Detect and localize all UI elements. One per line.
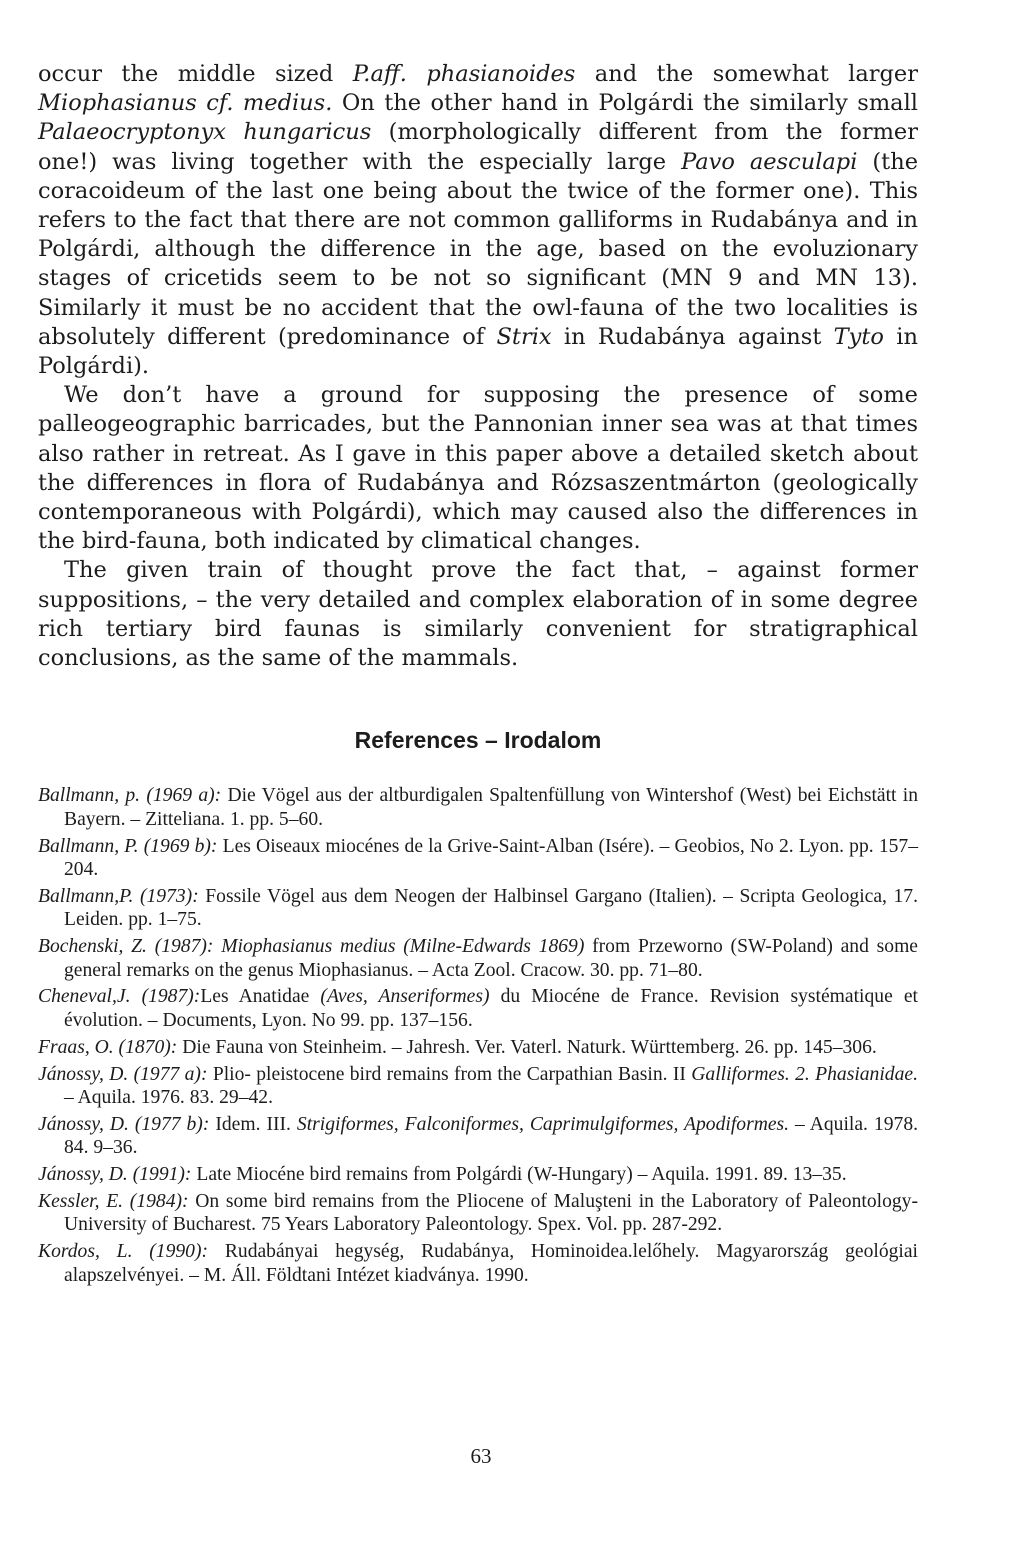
italic-text: Miophasianus cf. medius. bbox=[38, 90, 333, 117]
italic-text: Bochenski, Z. (1987): Miophasianus medius (Milne-Edwards 1869) bbox=[38, 936, 585, 958]
references-list bbox=[38, 784, 918, 1287]
italic-text: Fraas, O. (1870): bbox=[38, 1036, 178, 1058]
reference-entry bbox=[38, 784, 918, 831]
text-run: – Aquila. 1978. 84. 9–36. bbox=[64, 1113, 919, 1159]
page-content bbox=[38, 60, 918, 1291]
italic-text: Ballmann, P. (1969 b): bbox=[38, 835, 218, 857]
text-run: Rudabányai hegység, Rudabánya, Hominoidea.lelőhely. Magyarország geológiai alapszelvényei. – M. Áll. Földtani Intézet kiadványa. 1990. bbox=[64, 1241, 918, 1286]
text-run: in Polgárdi). bbox=[38, 323, 918, 380]
text-run: (the coracoideum of the last one being about the twice of the former one). This refers to the fact that there are not common galliforms in Rudabánya and in Polgárdi, although the difference in the age, based on the evoluzionary stages of cricetids seem to be not so significant (MN 9 and MN 13). Similarly it must be no accident that the owl-fauna of the two localities is absolutely different (predominance of bbox=[38, 148, 919, 350]
italic-text: Ballmann,P. (1973): bbox=[38, 885, 199, 907]
reference-entry bbox=[38, 1190, 918, 1237]
text-run: Les Oiseaux miocénes de la Grive-Saint-Alban (Isére). – Geobios, No 2. Lyon. pp. 157–204. bbox=[64, 835, 919, 881]
reference-entry bbox=[38, 1036, 918, 1060]
italic-text: Jánossy, D. (1977 b): bbox=[38, 1113, 210, 1135]
reference-entry bbox=[38, 835, 918, 882]
text-run: occur the middle sized bbox=[38, 61, 353, 87]
italic-text: Galliformes. 2. Phasianidae. bbox=[691, 1063, 918, 1085]
text-run: Die Vögel aus der altburdigalen Spaltenfüllung von Wintershof (West) bei Eichstätt in Bayern. – Zitteliana. 1. pp. 5–60. bbox=[64, 785, 919, 830]
text-run: Plio- pleistocene bird remains from the Carpathian Basin. II bbox=[207, 1063, 692, 1085]
text-run: On the other hand in Polgárdi the similarly small bbox=[332, 90, 918, 117]
italic-text: Kessler, E. (1984): bbox=[38, 1190, 189, 1212]
reference-entry bbox=[38, 1240, 918, 1287]
body-paragraph bbox=[38, 60, 918, 381]
reference-entry bbox=[38, 1063, 918, 1110]
body-paragraph: The given train of thought prove the fact that, – against former suppositions, – the very detailed and complex elaboration of in some degree rich tertiary bird faunas is similarly convenient for stratigraphical conclusions, as the same of the mammals. bbox=[38, 557, 918, 672]
italic-text: Kordos, L. (1990): bbox=[38, 1241, 209, 1263]
text-run: (morphologically different from the former one!) was living together with the especially large bbox=[38, 119, 918, 175]
text-run: Die Fauna von Steinheim. – Jahresh. Ver. Vaterl. Naturk. Württemberg. 26. pp. 145–306. bbox=[177, 1036, 877, 1058]
text-run: from Przeworno (SW-Poland) and some general remarks on the genus Miophasianus. – Acta Zool. Cracow. 30. pp. 71–80. bbox=[64, 936, 919, 981]
references-heading: References – Irodalom bbox=[354, 727, 602, 754]
body-paragraph: We don’t have a ground for supposing the presence of some palleogeographic barricades, but the Pannonian inner sea was at that times also rather in retreat. As I gave in this paper above a detailed sketch about the differences in flora of Rudabánya and Rózsaszentmárton (geologically contemporaneous with Polgárdi), which may caused also the differences in the bird-fauna, both indicated by climatical changes. bbox=[38, 382, 918, 555]
reference-entry bbox=[38, 985, 918, 1032]
text-run: Fossile Vögel aus dem Neogen der Halbinsel Gargano (Italien). – Scripta Geologica, 17. Leiden. pp. 1–75. bbox=[64, 885, 918, 931]
reference-entry bbox=[38, 935, 918, 982]
italic-text: Jánossy, D. (1977 a): bbox=[38, 1063, 208, 1085]
italic-text: P.aff. phasianoides bbox=[352, 61, 576, 87]
italic-text: Strix bbox=[496, 323, 552, 350]
reference-entry bbox=[38, 885, 918, 932]
italic-text: Tyto bbox=[833, 323, 884, 350]
text-run: du Miocéne de France. Revision systématique et évolution. – Documents, Lyon. No 99. pp. 137–156. bbox=[64, 986, 918, 1031]
italic-text: Ballmann, p. (1969 a): bbox=[38, 785, 222, 807]
italic-text: (Aves, Anseriformes) bbox=[320, 986, 490, 1008]
text-run: On some bird remains from the Pliocene of Maluşteni in the Laboratory of Paleontology-University of Bucharest. 75 Years Laboratory Paleontology. Spex. Vol. pp. 287-292. bbox=[64, 1190, 919, 1236]
text-run: in Rudabánya against bbox=[551, 323, 834, 350]
italic-text: Palaeocryptonyx hungaricus bbox=[38, 119, 372, 146]
reference-entry bbox=[38, 1163, 918, 1187]
reference-entry bbox=[38, 1113, 918, 1160]
text-run: – Aquila. 1976. 83. 29–42. bbox=[64, 1087, 273, 1109]
text-run: Idem. III. bbox=[209, 1113, 297, 1135]
italic-text: Cheneval,J. (1987): bbox=[38, 986, 201, 1008]
italic-text: Pavo aesculapi bbox=[681, 148, 858, 175]
text-run: Late Miocéne bird remains from Polgárdi (W-Hungary) – Aquila. 1991. 89. 13–35. bbox=[191, 1164, 847, 1186]
text-run: Les Anatidae bbox=[200, 986, 321, 1008]
body-text bbox=[38, 60, 918, 673]
text-run: and the somewhat larger bbox=[575, 61, 919, 87]
italic-text: Jánossy, D. (1991): bbox=[38, 1164, 192, 1186]
italic-text: Strigiformes, Falconiformes, Caprimulgiformes, Apodiformes. bbox=[296, 1113, 790, 1135]
page-number: 63 bbox=[470, 1444, 492, 1468]
